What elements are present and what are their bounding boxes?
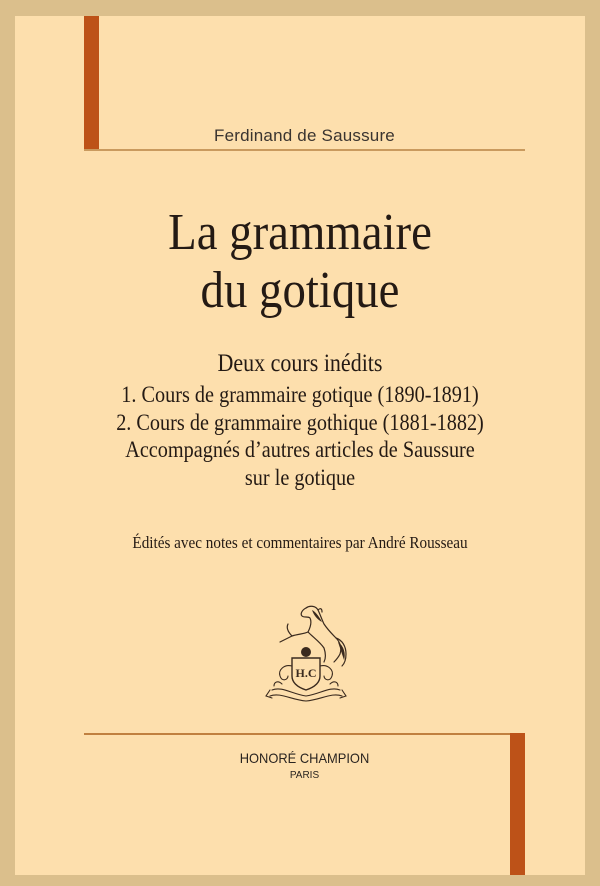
author-name: Ferdinand de Saussure <box>214 126 395 145</box>
title-line-2: du gotique <box>200 262 400 319</box>
contents-line-3: Accompagnés d’autres articles de Saussure <box>125 437 475 462</box>
contents-line-1: 1. Cours de grammaire gotique (1890-1891) <box>121 382 479 407</box>
contents-line-4: sur le gotique <box>244 465 356 490</box>
top-rule <box>84 149 525 151</box>
subtitle: Deux cours inédits <box>217 350 383 377</box>
publisher-horse-emblem-icon <box>262 600 350 704</box>
contents-line-2: 2. Cours de grammaire gothique (1881-1882) <box>116 410 484 435</box>
bottom-accent-bar <box>510 733 525 875</box>
publisher-city: PARIS <box>289 770 320 781</box>
emblem-monogram: H.C <box>295 666 317 680</box>
bottom-rule <box>84 733 525 735</box>
title-line-1: La grammaire <box>168 204 432 261</box>
editor-credit: Édités avec notes et commentaires par André Rousseau <box>132 533 468 552</box>
publisher-name: HONORÉ CHAMPION <box>239 750 370 766</box>
